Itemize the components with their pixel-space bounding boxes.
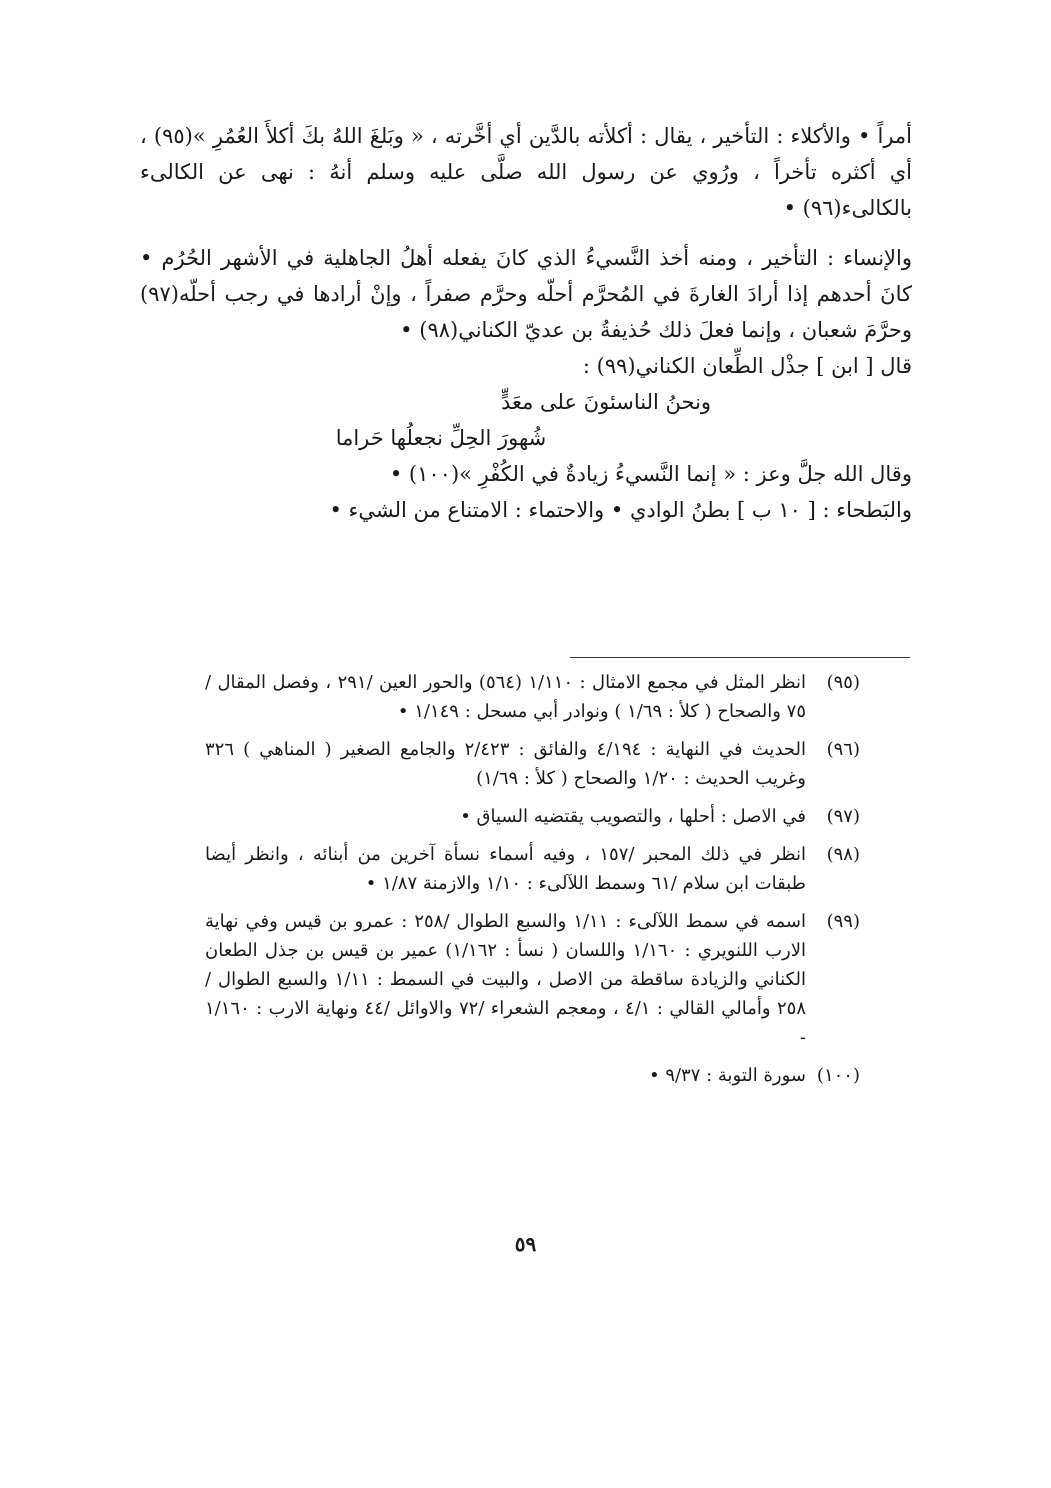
footnote-text: الحديث في النهاية : ٤/١٩٤ والفائق : ٢/٤٢٣ والجامع الصغير ( المناهي ) ٣٢٦ وغريب الحديث : ١/٢٠ والصحاح ( كلأ : ١/٦٩) xyxy=(205,739,806,789)
footnote xyxy=(205,735,860,793)
footnote xyxy=(205,907,860,1052)
footnote-number: (٩٨) xyxy=(826,844,860,865)
verse-hemistich: ونحنُ الناسئونَ على معَدٍّ xyxy=(500,390,712,414)
paragraph: والإنساء : التأخير ، ومنه أخذ النَّسيءُ الذي كانَ يفعله أهلُ الجاهلية في الأشهر الحُرُم • كانَ أحدهم إذا أرادَ الغارةَ في المُحرَّم أحلّه وحرَّم صفراً ، وإنْ أرادها في رجب أحلّه(٩٧) وحرَّمَ شعبان ، وإنما فعلَ ذلك حُذيفةُ بن عديّ الكناني(٩٨) • xyxy=(140,246,912,342)
footnote-text: في الاصل : أحلها ، والتصويب يقتضيه السياق • xyxy=(460,806,806,827)
footnote-text: اسمه في سمط اللآلىء : ١/١١ والسبع الطوال /٢٥٨ : عمرو بن قيس وفي نهاية الارب اللنويري : ١/١٦٠ واللسان ( نسأ : ١/١٦٢) عمير بن قيس بن جذل الطعان الكناني والزيادة ساقطة من الاصل ، والبيت في السمط : ١/١١ والسبع الطوال /٢٥٨ وأمالي القالي : ٤/١ ، ومعجم الشعراء /٧٢ والاوائل /٤٤ ونهاية الارب : ١/١٦٠ - xyxy=(205,911,807,1048)
footnote-number: (٩٩) xyxy=(826,911,860,932)
footnote-text: انظر المثل في مجمع الامثال : ١/١١٠ (٥٦٤) والحور العين /٢٩١ ، وفصل المقال /٧٥ والصحاح ( كلأ : ١/٦٩ ) ونوادر أبي مسحل : ١/١٤٩ • xyxy=(205,672,806,722)
paragraph: والبَطحاء : [ ١٠ ب ] بطنُ الوادي • والاحتماء : الامتناع من الشيء • xyxy=(329,498,912,522)
footnote-text: سورة التوبة : ٩/٣٧ • xyxy=(648,1065,806,1086)
paragraph: قال [ ابن ] جذْل الطِّعان الكناني(٩٩) : xyxy=(582,354,912,378)
footnote-number: (٩٦) xyxy=(826,739,860,760)
paragraph: أمراً • والأكلاء : التأخير ، يقال : أكلأته بالدَّين أي أخَّرته ، « وبَلغَ اللهُ بكَ أكلأَ العُمُرِ »(٩٥) ، أي أكثره تأخراً ، ورُوي عن رسول الله صلَّى عليه وسلم أنهُ : نهى عن الكالىء بالكالىء(٩٦) • xyxy=(140,124,912,220)
page-number: ٥٩ xyxy=(514,1232,537,1256)
footnotes xyxy=(205,668,860,1099)
footnote xyxy=(205,802,860,831)
paragraph: وقال الله جلَّ وعز : « إنما النَّسيءُ زيادةٌ في الكُفْرِ »(١٠٠) • xyxy=(389,462,912,486)
footnote xyxy=(205,668,860,726)
footnote-text: انظر في ذلك المحبر /١٥٧ ، وفيه أسماء نسأة آخرين من أبنائه ، وانظر أيضا طبقات ابن سلام /٦١ وسمط اللآلىء : ١/١٠ والازمنة ١/٨٧ • xyxy=(205,844,807,894)
footnote xyxy=(205,840,860,898)
verse-hemistich: شُهورَ الحِلِّ نجعلُها حَراما xyxy=(335,426,547,450)
footnote-separator xyxy=(570,657,910,658)
footnote xyxy=(205,1061,860,1090)
main-text xyxy=(140,118,912,528)
footnote-number: (٩٥) xyxy=(826,672,860,693)
footnote-number: (٩٧) xyxy=(826,806,860,827)
footnote-number: (١٠٠) xyxy=(816,1065,860,1086)
